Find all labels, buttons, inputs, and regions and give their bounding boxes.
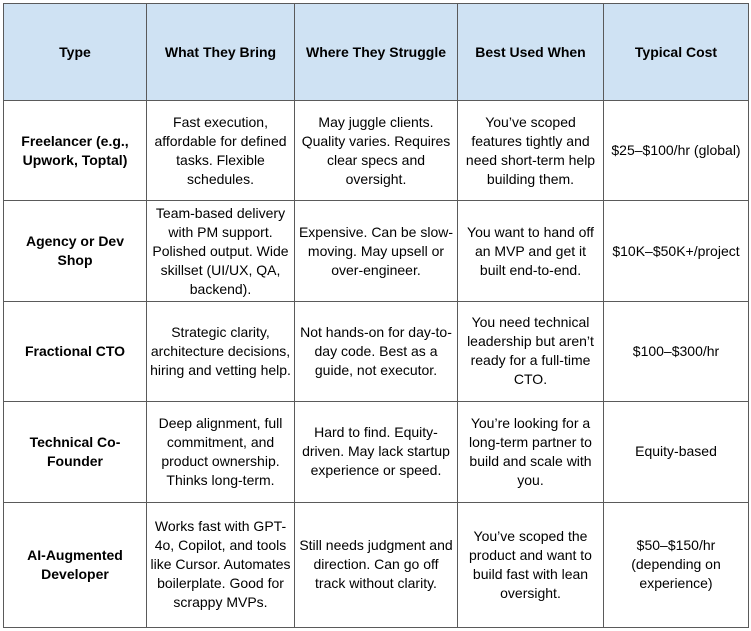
cell-best-when: You’ve scoped the product and want to build fast with lean oversight.	[458, 502, 604, 628]
cell-brings: Strategic clarity, architecture decisions, hiring and vetting help.	[147, 301, 295, 401]
table-body	[4, 101, 749, 628]
cell-best-when: You need technical leadership but aren’t ready for a full-time CTO.	[458, 301, 604, 401]
table-row	[4, 201, 749, 301]
header-type: Type	[4, 4, 147, 101]
cell-struggles: May juggle clients. Quality varies. Requires clear specs and oversight.	[295, 101, 458, 201]
table-header	[4, 4, 749, 101]
cell-best-when: You want to hand off an MVP and get it built end-to-end.	[458, 201, 604, 301]
comparison-table	[3, 3, 749, 628]
cell-type: Freelancer (e.g., Upwork, Toptal)	[4, 101, 147, 201]
cell-struggles: Hard to find. Equity-driven. May lack startup experience or speed.	[295, 402, 458, 502]
cell-best-when: You’ve scoped features tightly and need short-term help building them.	[458, 101, 604, 201]
header-what-they-bring: What They Bring	[147, 4, 295, 101]
header-best-used-when: Best Used When	[458, 4, 604, 101]
header-row	[4, 4, 749, 101]
cell-type: Agency or Dev Shop	[4, 201, 147, 301]
cell-cost: $100–$300/hr	[604, 301, 749, 401]
cell-struggles: Expensive. Can be slow-moving. May upsell or over-engineer.	[295, 201, 458, 301]
cell-cost: Equity-based	[604, 402, 749, 502]
cell-struggles: Still needs judgment and direction. Can go off track without clarity.	[295, 502, 458, 628]
cell-type: AI-Augmented Developer	[4, 502, 147, 628]
cell-brings: Team-based delivery with PM support. Polished output. Wide skillset (UI/UX, QA, backend).	[147, 201, 295, 301]
table-row	[4, 502, 749, 628]
cell-cost: $50–$150/hr (depending on experience)	[604, 502, 749, 628]
cell-brings: Works fast with GPT-4o, Copilot, and tools like Cursor. Automates boilerplate. Good for scrappy MVPs.	[147, 502, 295, 628]
table-row	[4, 101, 749, 201]
cell-best-when: You’re looking for a long-term partner to build and scale with you.	[458, 402, 604, 502]
cell-type: Fractional CTO	[4, 301, 147, 401]
cell-brings: Deep alignment, full commitment, and product ownership. Thinks long-term.	[147, 402, 295, 502]
cell-brings: Fast execution, affordable for defined tasks. Flexible schedules.	[147, 101, 295, 201]
cell-type: Technical Co-Founder	[4, 402, 147, 502]
cell-cost: $10K–$50K+/project	[604, 201, 749, 301]
table-row	[4, 301, 749, 401]
header-typical-cost: Typical Cost	[604, 4, 749, 101]
cell-struggles: Not hands-on for day-to-day code. Best as a guide, not executor.	[295, 301, 458, 401]
header-where-they-struggle: Where They Struggle	[295, 4, 458, 101]
table-row	[4, 402, 749, 502]
cell-cost: $25–$100/hr (global)	[604, 101, 749, 201]
